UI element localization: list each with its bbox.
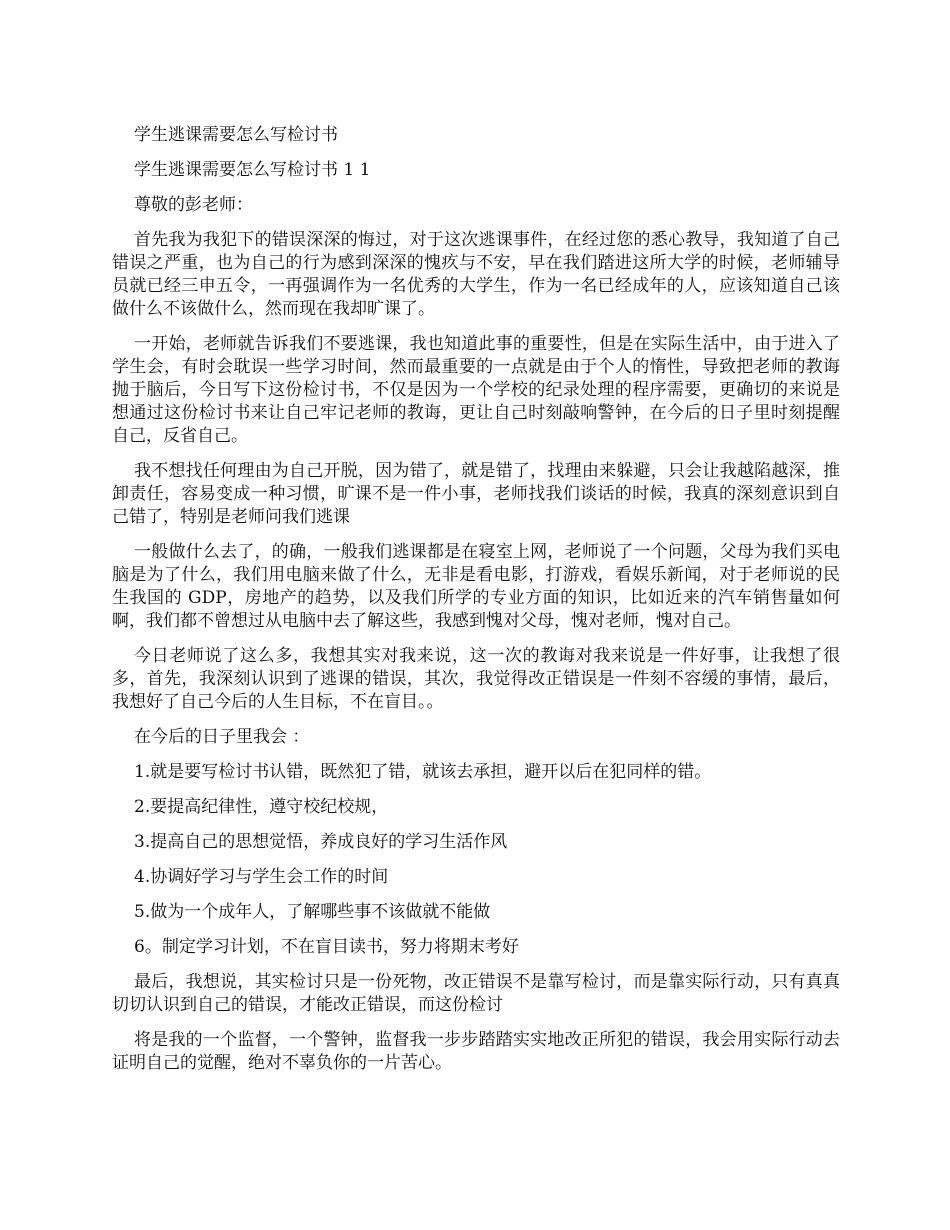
paragraph-4: 一般做什么去了，的确，一般我们逃课都是在寝室上网，老师说了一个问题，父母为我们买电脑是为了什么，我们用电脑来做了什么，无非是看电影，打游戏，看娱乐新闻，对于老师说的民生我国的 GDP，房地产的趋势，以及我们所学的专业方面的知识，比如近来的汽车销售量如何啊，我们都不曾想过从电脑中去了解这些，我感到愧对父母，愧对老师，愧对自己。 (112, 542, 840, 631)
list-item: 1.就是要写检讨书认错，既然犯了错，就该去承担，避开以后在犯同样的错。 (134, 762, 712, 782)
paragraph-2: 一开始，老师就告诉我们不要逃课，我也知道此事的重要性，但是在实际生活中，由于进入了学生会，有时会耽误一些学习时间，然而最重要的一点就是由于个人的惰性，导致把老师的教诲抛于脑后，今日写下这份检讨书，不仅是因为一个学校的纪录处理的程序需要，更确切的来说是想通过这份检讨书来让自己牢记老师的教诲，更让自己时刻敲响警钟，在今后的日子里时刻提醒自己，反省自己。 (112, 334, 840, 446)
list-item: 3.提高自己的思想觉悟，养成良好的学习生活作风 (134, 832, 508, 852)
paragraph-3: 我不想找任何理由为自己开脱，因为错了，就是错了，找理由来躲避，只会让我越陷越深，推卸责任，容易变成一种习惯，旷课不是一件小事，老师找我们谈话的时候，我真的深刻意识到自己错了，特别是老师问我们逃课 (112, 461, 840, 527)
closing-paragraph-2: 将是我的一个监督，一个警钟，监督我一步步踏踏实实地改正所犯的错误，我会用实际行动去证明自己的觉醒，绝对不辜负你的一片苦心。 (112, 1030, 840, 1073)
document-title: 学生逃课需要怎么写检讨书 (134, 125, 338, 145)
list-item: 2.要提高纪律性，遵守校纪校规， (134, 797, 389, 817)
closing-paragraph-1: 最后，我想说，其实检讨只是一份死物，改正错误不是靠写检讨，而是靠实际行动，只有真真切切认识到自己的错误，才能改正错误，而这份检讨 (112, 972, 840, 1015)
document-subtitle: 学生逃课需要怎么写检讨书 1 1 (134, 160, 371, 180)
document-body (112, 124, 840, 1075)
list-item: 5.做为一个成年人，了解哪些事不该做就不能做 (134, 902, 491, 922)
paragraph-5: 今日老师说了这么多，我想其实对我来说，这一次的教诲对我来说是一件好事，让我想了很多，首先，我深刻认识到了逃课的错误，其次，我觉得改正错误是一件刻不容缓的事情，最后，我想好了自己今后的人生目标，不在盲目。。 (112, 646, 840, 712)
list-intro: 在今后的日子里我会 ： (134, 727, 310, 747)
greeting: 尊敬的彭老师： (134, 195, 253, 215)
paragraph-1: 首先我为我犯下的错误深深的悔过，对于这次逃课事件，在经过您的悉心教导，我知道了自己错误之严重，也为自己的行为感到深深的愧疚与不安，早在我们踏进这所大学的时候，老师辅导员就已经三申五令，一再强调作为一名优秀的大学生，作为一名已经成年的人，应该知道自己该做什么不该做什么，然而现在我却旷课了。 (112, 230, 840, 319)
list-item: 6。制定学习计划，不在盲目读书，努力将期末考好 (134, 937, 519, 957)
list-item: 4.协调好学习与学生会工作的时间 (134, 867, 389, 887)
